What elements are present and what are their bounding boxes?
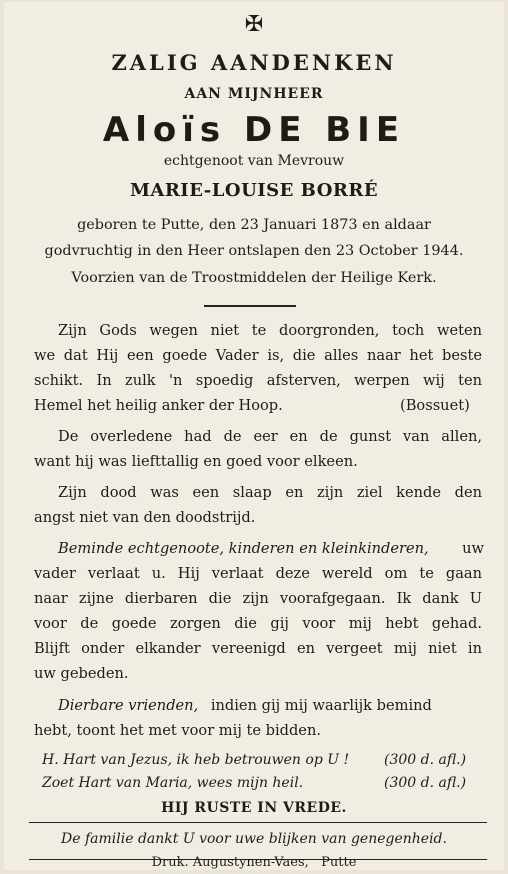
text-fragment: uw: [462, 540, 484, 557]
text-line: we dat Hij een goede Vader is, die alles naar het beste: [34, 347, 482, 364]
bio-line: geboren te Putte, den 23 Januari 1873 en aldaar: [77, 217, 431, 233]
text-fragment: indien gij mij waarlijk bemind: [210, 697, 432, 714]
card-subtitle: AAN MIJNHEER: [184, 86, 324, 102]
rest-in-peace: HIJ RUSTE IN VREDE.: [161, 800, 347, 816]
indulgence: (300 d. afl.): [384, 752, 467, 768]
card-title: ZALIG AANDENKEN: [111, 50, 397, 75]
indulgence: (300 d. afl.): [384, 775, 467, 791]
bio-line: godvruchtig in den Heer ontslapen den 23 October 1944.: [44, 243, 464, 259]
invocation: H. Hart van Jezus, ik heb betrouwen op U !: [42, 752, 350, 768]
text-line: vader verlaat u. Hij verlaat deze wereld om te gaan: [34, 565, 482, 582]
text-line: Zijn Gods wegen niet te doorgronden, toch weten: [58, 322, 482, 339]
text-line: [58, 540, 506, 557]
text-line: Zijn dood was een slaap en zijn ziel kende den: [58, 484, 482, 501]
text-line: want hij was liefttallig en goed voor elkeen.: [34, 453, 358, 470]
text-line: hebt, toont het met voor mij te bidden.: [34, 722, 321, 739]
address-italic: Dierbare vrienden,: [58, 697, 199, 714]
text-line: Hemel het heilig anker der Hoop.: [34, 397, 283, 414]
text-line: Blijft onder elkander vereenigd en vergeet mij niet in: [34, 640, 482, 657]
family-thanks: De familie dankt U voor uwe blijken van genegenheid.: [61, 831, 447, 847]
relation-text: echtgenoot van Mevrouw: [163, 153, 345, 169]
deceased-name: Aloïs DE BIE: [102, 110, 406, 150]
printer-credit: Druk. Augustynen-Vaes, Putte: [151, 855, 357, 870]
text-line: De overledene had de eer en de gunst van allen,: [58, 428, 482, 445]
text-line: angst niet van den doodstrijd.: [34, 509, 256, 526]
invocation: Zoet Hart van Maria, wees mijn heil.: [42, 775, 304, 791]
text-line: schikt. In zulk 'n spoedig afsterven, werpen wij ten: [34, 372, 482, 389]
text-line: uw gebeden.: [34, 665, 129, 682]
text-line: voor de goede zorgen die gij voor mij hebt gehad.: [34, 615, 482, 632]
citation: (Bossuet): [400, 397, 470, 414]
divider: [204, 305, 296, 307]
text-line: naar zijne dierbaren die zijn voorafgegaan. Ik dank U: [34, 590, 482, 607]
spouse-name: MARIE-LOUISE BORRÉ: [129, 180, 379, 201]
text-line: [58, 697, 506, 714]
maltese-cross-icon: ✠: [244, 12, 264, 37]
bio-line: Voorzien van de Troostmiddelen der Heilige Kerk.: [71, 270, 437, 286]
address-italic: Beminde echtgenoote, kinderen en kleinkinderen,: [58, 540, 429, 557]
